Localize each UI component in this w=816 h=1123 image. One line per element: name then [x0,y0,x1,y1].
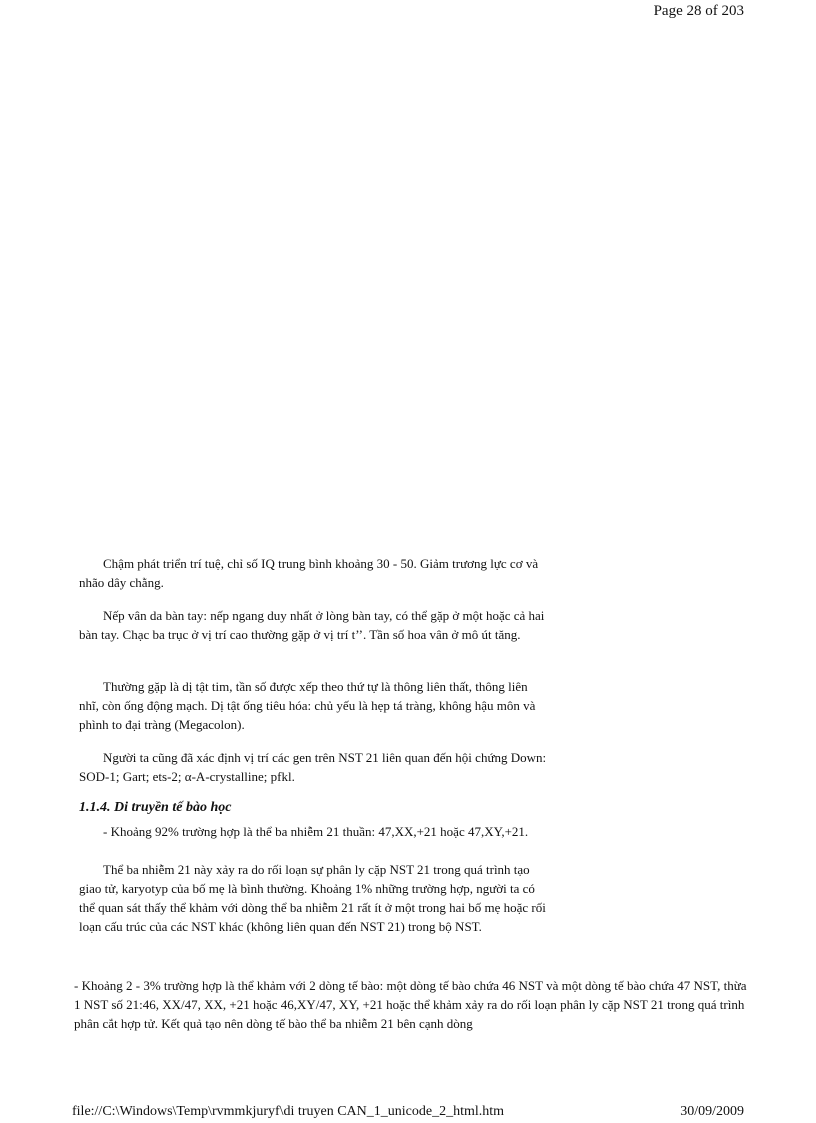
paragraph-text: Thường gặp là dị tật tim, tần số được xếp theo thứ tự là thông liên thất, thông liên nhĩ, còn ống động mạch. Dị tật ống tiêu hóa: chủ yếu là hẹp tá tràng, không hậu môn và phình to đại tràng (Megacolon). [79,679,536,732]
paragraph-trisomy-origin [79,860,549,936]
footer-date: 30/09/2009 [680,1104,744,1119]
section-heading: 1.1.4. Di truyền tế bào học [79,800,232,815]
paragraph-text: Chậm phát triển trí tuệ, chỉ số IQ trung bình khoảng 30 - 50. Giảm trương lực cơ và nhão dây chằng. [79,556,539,590]
paragraph-genes [79,748,549,786]
paragraph-malformations [79,677,549,734]
paragraph-mosaic [74,976,750,1033]
paragraph-text: - Khoảng 92% trường hợp là thể ba nhiễm 21 thuần: 47,XX,+21 hoặc 47,XY,+21. [103,824,529,839]
paragraph-text: - Khoảng 2 - 3% trường hợp là thể khảm với 2 dòng tế bào: một dòng tế bào chứa 46 NST và một dòng tế bào chứa 47 NST, thừa 1 NST số 21:46, XX/47, XX, +21 hoặc 46,XY/47, XY, +21 hoặc thể khảm xảy ra do rối loạn phân ly cặp NST 21 trong quá trình phân cắt hợp tử. Kết quả tạo nên dòng tế bào thể ba nhiễm 21 bên cạnh dòng [74,978,747,1031]
page-number: Page 28 of 203 [653,3,744,19]
paragraph-dermatoglyphics [79,606,549,644]
paragraph-text: Người ta cũng đã xác định vị trí các gen trên NST 21 liên quan đến hội chứng Down: SOD-1; Gart; ets-2; α-A-crystalline; pfkl. [79,750,547,784]
footer-file-path: file://C:\Windows\Temp\rvmmkjuryf\di truyen CAN_1_unicode_2_html.htm [72,1104,505,1119]
paragraph-text: Nếp vân da bàn tay: nếp ngang duy nhất ở lòng bàn tay, có thể gặp ở một hoặc cả hai bàn tay. Chạc ba trục ở vị trí cao thường gặp ở vị trí t’’. Tần số hoa vân ở mô út tăng. [79,608,545,642]
paragraph-intellectual [79,554,549,592]
paragraph-text: Thể ba nhiễm 21 này xảy ra do rối loạn sự phân ly cặp NST 21 trong quá trình tạo giao tử, karyotyp của bố mẹ là bình thường. Khoảng 1% những trường hợp, người ta có thể quan sát thấy thể khảm với dòng thể ba nhiễm 21 rất ít ở một trong hai bố mẹ hoặc rối loạn cấu trúc của các NST khác (không liên quan đến NST 21) trong bộ NST. [79,862,546,934]
paragraph-trisomy-pure [79,822,549,841]
